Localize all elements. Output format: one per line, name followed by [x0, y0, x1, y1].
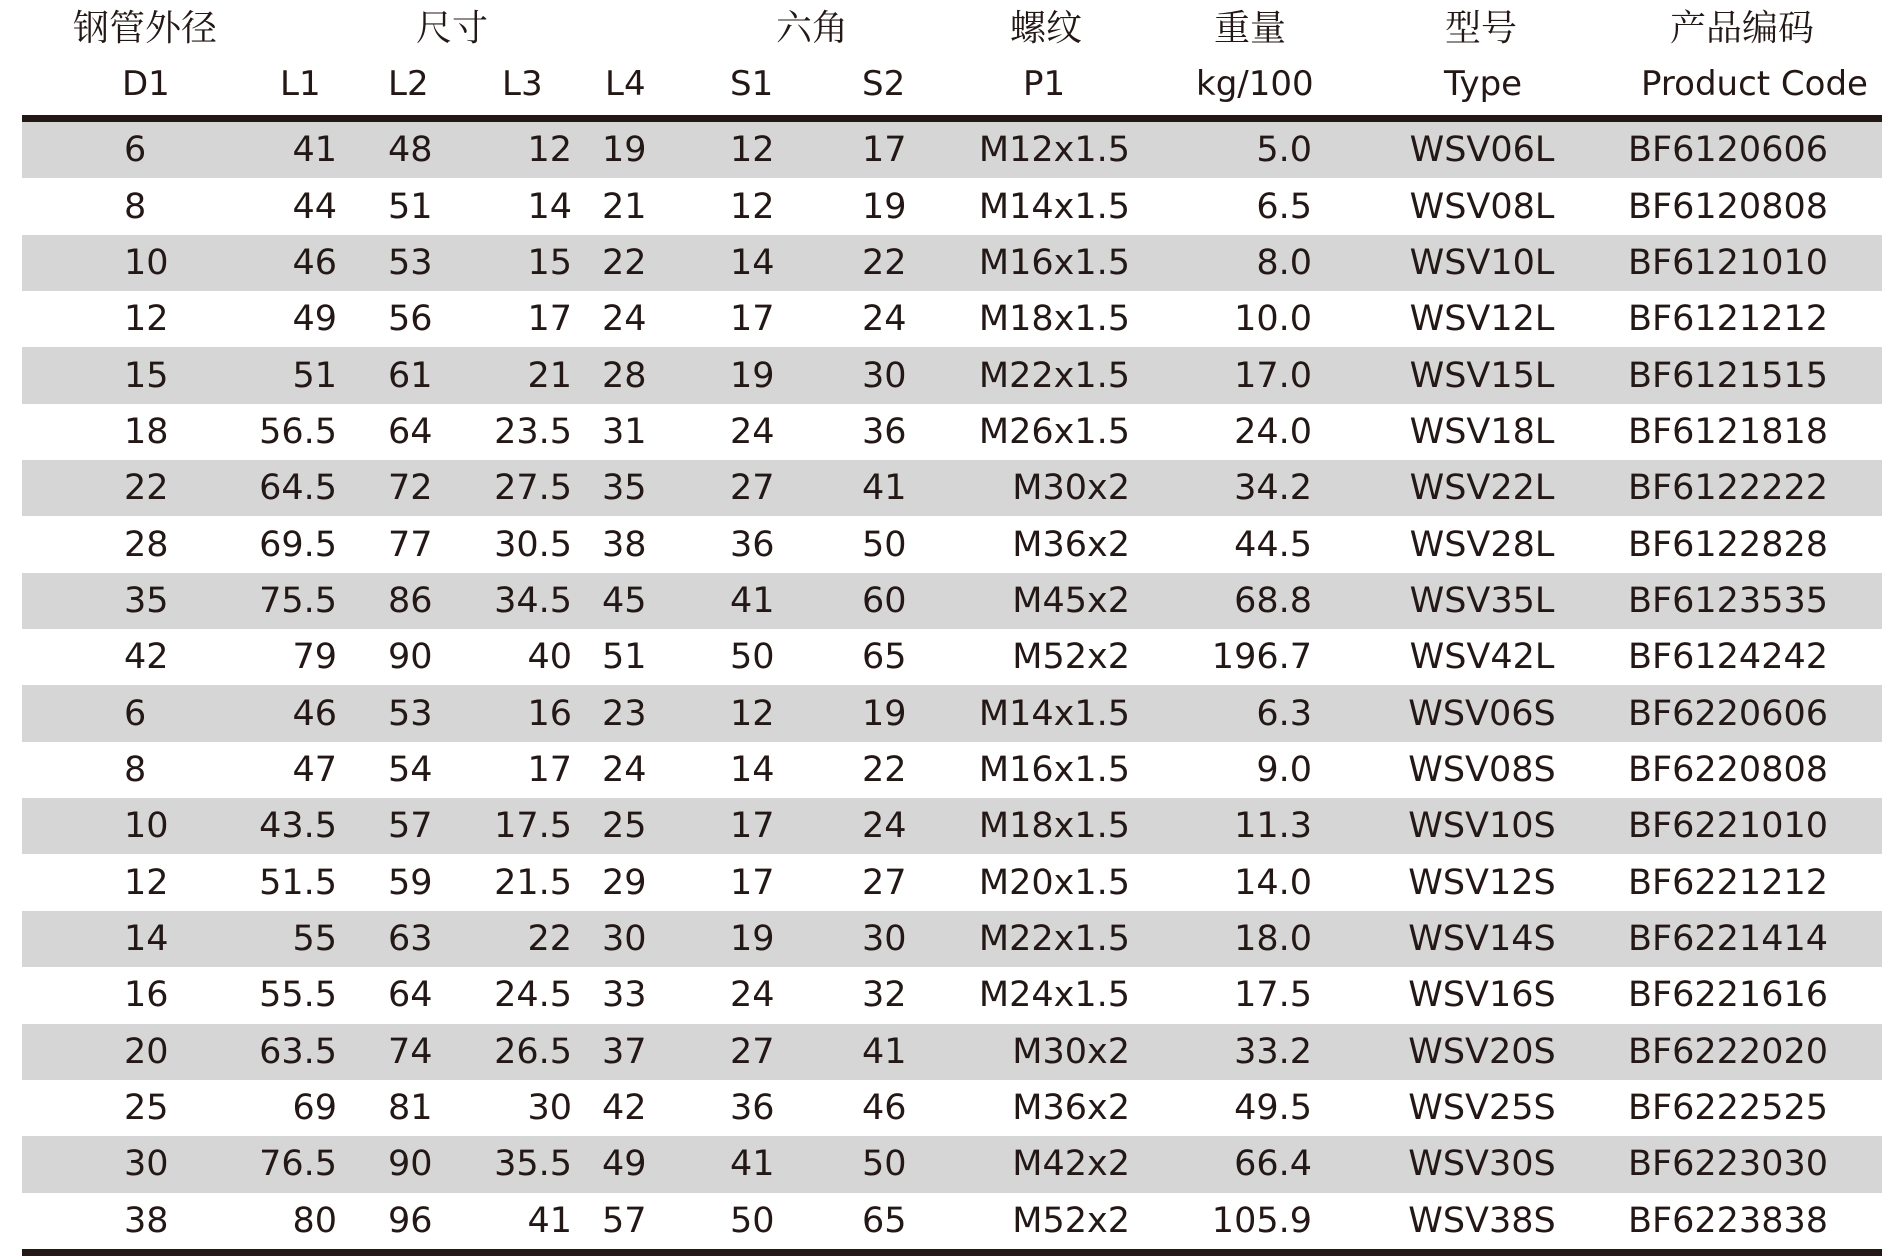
header-l2: L2 [388, 64, 429, 104]
cell-s1: 19 [730, 918, 775, 959]
cell-p1: M14x1.5 [978, 186, 1130, 227]
cell-l4: 38 [602, 524, 647, 565]
cell-type: WSV12S [1408, 862, 1556, 903]
cell-s1: 12 [730, 186, 775, 227]
cell-l4: 19 [602, 130, 647, 171]
header-l1: L1 [280, 64, 321, 104]
header-l4: L4 [605, 64, 646, 104]
cell-s2: 50 [862, 1144, 907, 1185]
cell-l4: 21 [602, 186, 647, 227]
cell-weight: 34.2 [1234, 468, 1312, 509]
cell-weight: 33.2 [1234, 1031, 1312, 1072]
cell-l2: 72 [388, 468, 433, 509]
cell-l4: 24 [602, 299, 647, 340]
cell-code: BF6221212 [1627, 862, 1829, 903]
header-s1: S1 [730, 64, 774, 104]
table-row [22, 685, 1882, 741]
cell-l3: 35.5 [494, 1144, 572, 1185]
cell-code: BF6124242 [1627, 637, 1829, 678]
cell-s2: 24 [862, 299, 907, 340]
cell-l2: 59 [388, 862, 433, 903]
cell-s2: 30 [862, 355, 907, 396]
cell-type: WSV30S [1408, 1144, 1556, 1185]
cell-s2: 22 [862, 749, 907, 790]
cell-l1: 69 [292, 1088, 337, 1129]
cell-l2: 48 [388, 130, 433, 171]
cell-l3: 21 [527, 355, 572, 396]
cell-l1: 64.5 [259, 468, 337, 509]
cell-weight: 6.5 [1256, 186, 1312, 227]
cell-s1: 36 [730, 524, 775, 565]
header-size-cn: 尺寸 [416, 8, 489, 49]
cell-p1: M16x1.5 [978, 242, 1130, 283]
cell-weight: 11.3 [1234, 806, 1312, 847]
cell-type: WSV06S [1408, 693, 1556, 734]
cell-l3: 27.5 [494, 468, 572, 509]
cell-type: WSV06L [1409, 130, 1555, 171]
cell-l1: 56.5 [259, 411, 337, 452]
cell-l2: 77 [388, 524, 433, 565]
cell-code: BF6120606 [1627, 130, 1829, 171]
cell-p1: M14x1.5 [978, 693, 1130, 734]
table-row [22, 742, 1882, 798]
cell-l2: 74 [388, 1031, 433, 1072]
cell-type: WSV22L [1409, 468, 1555, 509]
cell-weight: 44.5 [1234, 524, 1312, 565]
cell-l2: 90 [388, 637, 433, 678]
cell-s1: 27 [730, 1031, 775, 1072]
cell-type: WSV42L [1409, 637, 1555, 678]
cell-weight: 14.0 [1234, 862, 1312, 903]
header-weight-en: kg/100 [1196, 64, 1314, 104]
table-row [22, 854, 1882, 910]
cell-d1: 25 [124, 1088, 169, 1129]
cell-d1: 20 [124, 1031, 169, 1072]
cell-d1: 16 [124, 975, 169, 1016]
cell-d1: 12 [124, 862, 169, 903]
cell-s1: 24 [730, 411, 775, 452]
cell-weight: 9.0 [1256, 749, 1312, 790]
cell-s2: 27 [862, 862, 907, 903]
cell-l3: 24.5 [494, 975, 572, 1016]
cell-type: WSV10S [1408, 806, 1556, 847]
cell-p1: M18x1.5 [978, 806, 1130, 847]
cell-weight: 17.5 [1234, 975, 1312, 1016]
cell-code: BF6223030 [1627, 1144, 1829, 1185]
table-row [22, 235, 1882, 291]
cell-l1: 75.5 [259, 580, 337, 621]
cell-s2: 50 [862, 524, 907, 565]
cell-l1: 51 [292, 355, 337, 396]
cell-p1: M42x2 [1012, 1144, 1130, 1185]
cell-l3: 40 [527, 637, 572, 678]
cell-l3: 14 [527, 186, 572, 227]
cell-l1: 55.5 [259, 975, 337, 1016]
cell-l3: 12 [527, 130, 572, 171]
cell-l2: 90 [388, 1144, 433, 1185]
cell-l1: 41 [292, 130, 337, 171]
cell-code: BF6120808 [1627, 186, 1829, 227]
cell-l3: 17 [527, 299, 572, 340]
table-row [22, 1193, 1882, 1249]
cell-s2: 41 [862, 1031, 907, 1072]
cell-s1: 12 [730, 693, 775, 734]
cell-p1: M22x1.5 [978, 918, 1130, 959]
header-thread-cn: 螺纹 [1010, 8, 1083, 49]
cell-weight: 68.8 [1234, 580, 1312, 621]
cell-l4: 42 [602, 1088, 647, 1129]
cell-l3: 41 [527, 1200, 572, 1241]
cell-l2: 81 [388, 1088, 433, 1129]
cell-d1: 38 [124, 1200, 169, 1241]
table-row [22, 404, 1882, 460]
cell-s2: 19 [862, 186, 907, 227]
cell-l3: 16 [527, 693, 572, 734]
cell-d1: 28 [124, 524, 169, 565]
cell-l2: 96 [388, 1200, 433, 1241]
cell-l1: 79 [292, 637, 337, 678]
cell-s1: 19 [730, 355, 775, 396]
cell-l1: 49 [292, 299, 337, 340]
cell-l1: 55 [292, 918, 337, 959]
cell-weight: 17.0 [1234, 355, 1312, 396]
cell-l4: 49 [602, 1144, 647, 1185]
cell-l1: 47 [292, 749, 337, 790]
table-row [22, 629, 1882, 685]
cell-code: BF6123535 [1627, 580, 1829, 621]
cell-l3: 34.5 [494, 580, 572, 621]
table-row [22, 122, 1882, 178]
cell-s1: 41 [730, 580, 775, 621]
cell-s1: 36 [730, 1088, 775, 1129]
cell-p1: M16x1.5 [978, 749, 1130, 790]
cell-s2: 60 [862, 580, 907, 621]
table-row [22, 291, 1882, 347]
cell-l4: 29 [602, 862, 647, 903]
cell-d1: 35 [124, 580, 169, 621]
cell-type: WSV16S [1408, 975, 1556, 1016]
cell-type: WSV12L [1409, 299, 1555, 340]
table-row [22, 516, 1882, 572]
cell-l2: 63 [388, 918, 433, 959]
cell-d1: 6 [124, 693, 147, 734]
cell-s2: 46 [862, 1088, 907, 1129]
cell-l1: 46 [292, 693, 337, 734]
table-row [22, 1136, 1882, 1192]
cell-s1: 12 [730, 130, 775, 171]
cell-l3: 23.5 [494, 411, 572, 452]
cell-l2: 56 [388, 299, 433, 340]
cell-l3: 30.5 [494, 524, 572, 565]
cell-s1: 41 [730, 1144, 775, 1185]
cell-code: BF6222525 [1627, 1088, 1829, 1129]
cell-l4: 37 [602, 1031, 647, 1072]
cell-type: WSV08L [1409, 186, 1555, 227]
cell-type: WSV28L [1409, 524, 1555, 565]
cell-l3: 21.5 [494, 862, 572, 903]
cell-l2: 61 [388, 355, 433, 396]
cell-l4: 31 [602, 411, 647, 452]
table-body [22, 122, 1882, 1249]
cell-type: WSV18L [1409, 411, 1555, 452]
cell-l1: 69.5 [259, 524, 337, 565]
cell-l3: 30 [527, 1088, 572, 1129]
cell-l4: 45 [602, 580, 647, 621]
cell-weight: 66.4 [1234, 1144, 1312, 1185]
cell-code: BF6121212 [1627, 299, 1829, 340]
cell-s2: 17 [862, 130, 907, 171]
cell-weight: 5.0 [1256, 130, 1312, 171]
cell-code: BF6122828 [1627, 524, 1829, 565]
table-row [22, 573, 1882, 629]
cell-l2: 64 [388, 411, 433, 452]
header-hex-cn: 六角 [776, 8, 849, 49]
cell-p1: M30x2 [1012, 468, 1130, 509]
cell-l4: 35 [602, 468, 647, 509]
table-row [22, 798, 1882, 854]
cell-d1: 18 [124, 411, 169, 452]
table-row [22, 1024, 1882, 1080]
cell-l2: 51 [388, 186, 433, 227]
cell-s1: 17 [730, 806, 775, 847]
cell-l2: 57 [388, 806, 433, 847]
cell-code: BF6220606 [1627, 693, 1829, 734]
cell-type: WSV14S [1408, 918, 1556, 959]
cell-l1: 43.5 [259, 806, 337, 847]
cell-s2: 22 [862, 242, 907, 283]
cell-p1: M52x2 [1012, 1200, 1130, 1241]
cell-l3: 17.5 [494, 806, 572, 847]
header-code-cn: 产品编码 [1670, 8, 1815, 49]
cell-code: BF6221616 [1627, 975, 1829, 1016]
cell-p1: M45x2 [1012, 580, 1130, 621]
cell-type: WSV38S [1408, 1200, 1556, 1241]
cell-weight: 18.0 [1234, 918, 1312, 959]
header-rule [22, 115, 1882, 122]
cell-l2: 53 [388, 693, 433, 734]
cell-code: BF6121010 [1627, 242, 1829, 283]
table-header [0, 0, 1898, 115]
header-weight-cn: 重量 [1214, 8, 1287, 49]
cell-s2: 19 [862, 693, 907, 734]
cell-code: BF6220808 [1627, 749, 1829, 790]
cell-p1: M18x1.5 [978, 299, 1130, 340]
table-row [22, 460, 1882, 516]
cell-p1: M36x2 [1012, 1088, 1130, 1129]
cell-p1: M36x2 [1012, 524, 1130, 565]
cell-s2: 65 [862, 637, 907, 678]
cell-p1: M24x1.5 [978, 975, 1130, 1016]
cell-d1: 6 [124, 130, 147, 171]
table-row [22, 347, 1882, 403]
cell-d1: 30 [124, 1144, 169, 1185]
cell-d1: 22 [124, 468, 169, 509]
cell-code: BF6223838 [1627, 1200, 1829, 1241]
cell-code: BF6222020 [1627, 1031, 1829, 1072]
cell-l2: 86 [388, 580, 433, 621]
cell-p1: M52x2 [1012, 637, 1130, 678]
header-d1-cn: 钢管外径 [73, 8, 218, 49]
cell-s2: 32 [862, 975, 907, 1016]
cell-d1: 10 [124, 806, 169, 847]
cell-s2: 41 [862, 468, 907, 509]
cell-l1: 80 [292, 1200, 337, 1241]
cell-weight: 196.7 [1211, 637, 1312, 678]
cell-s1: 50 [730, 1200, 775, 1241]
cell-weight: 105.9 [1211, 1200, 1312, 1241]
cell-weight: 8.0 [1256, 242, 1312, 283]
cell-d1: 12 [124, 299, 169, 340]
cell-p1: M22x1.5 [978, 355, 1130, 396]
cell-l1: 51.5 [259, 862, 337, 903]
cell-l2: 64 [388, 975, 433, 1016]
cell-weight: 6.3 [1256, 693, 1312, 734]
cell-l4: 33 [602, 975, 647, 1016]
cell-l3: 26.5 [494, 1031, 572, 1072]
cell-l1: 63.5 [259, 1031, 337, 1072]
header-s2: S2 [862, 64, 906, 104]
cell-s1: 17 [730, 299, 775, 340]
cell-d1: 10 [124, 242, 169, 283]
cell-p1: M30x2 [1012, 1031, 1130, 1072]
header-code-en: Product Code [1641, 64, 1868, 104]
cell-s2: 30 [862, 918, 907, 959]
cell-code: BF6121818 [1627, 411, 1829, 452]
cell-s2: 36 [862, 411, 907, 452]
bottom-rule [22, 1249, 1882, 1256]
cell-l4: 51 [602, 637, 647, 678]
cell-code: BF6221010 [1627, 806, 1829, 847]
cell-s2: 65 [862, 1200, 907, 1241]
table-row [22, 1080, 1882, 1136]
cell-weight: 24.0 [1234, 411, 1312, 452]
table-row [22, 967, 1882, 1023]
cell-l1: 44 [292, 186, 337, 227]
cell-code: BF6221414 [1627, 918, 1829, 959]
cell-d1: 42 [124, 637, 169, 678]
header-type-cn: 型号 [1445, 8, 1518, 49]
cell-l4: 28 [602, 355, 647, 396]
cell-type: WSV08S [1408, 749, 1556, 790]
cell-code: BF6122222 [1627, 468, 1829, 509]
cell-weight: 49.5 [1234, 1088, 1312, 1129]
cell-s1: 14 [730, 749, 775, 790]
cell-d1: 15 [124, 355, 169, 396]
cell-s1: 27 [730, 468, 775, 509]
table-row [22, 178, 1882, 234]
cell-type: WSV20S [1408, 1031, 1556, 1072]
cell-l4: 24 [602, 749, 647, 790]
header-type-en: Type [1444, 64, 1523, 104]
cell-type: WSV35L [1409, 580, 1555, 621]
cell-l4: 57 [602, 1200, 647, 1241]
cell-l3: 22 [527, 918, 572, 959]
cell-p1: M26x1.5 [978, 411, 1130, 452]
cell-type: WSV10L [1409, 242, 1555, 283]
cell-l2: 54 [388, 749, 433, 790]
cell-l4: 23 [602, 693, 647, 734]
cell-l1: 46 [292, 242, 337, 283]
cell-s1: 14 [730, 242, 775, 283]
table-row [22, 911, 1882, 967]
cell-l1: 76.5 [259, 1144, 337, 1185]
cell-s1: 50 [730, 637, 775, 678]
cell-l2: 53 [388, 242, 433, 283]
cell-d1: 14 [124, 918, 169, 959]
cell-p1: M20x1.5 [978, 862, 1130, 903]
cell-d1: 8 [124, 749, 147, 790]
cell-code: BF6121515 [1627, 355, 1829, 396]
cell-s1: 24 [730, 975, 775, 1016]
cell-l4: 30 [602, 918, 647, 959]
header-thread-en: P1 [1023, 64, 1066, 104]
cell-s1: 17 [730, 862, 775, 903]
cell-type: WSV15L [1409, 355, 1555, 396]
header-l3: L3 [502, 64, 543, 104]
cell-weight: 10.0 [1234, 299, 1312, 340]
cell-l4: 25 [602, 806, 647, 847]
cell-l4: 22 [602, 242, 647, 283]
cell-d1: 8 [124, 186, 147, 227]
header-d1-en: D1 [122, 64, 170, 104]
cell-l3: 17 [527, 749, 572, 790]
cell-p1: M12x1.5 [978, 130, 1130, 171]
cell-type: WSV25S [1408, 1088, 1556, 1129]
cell-s2: 24 [862, 806, 907, 847]
cell-l3: 15 [527, 242, 572, 283]
